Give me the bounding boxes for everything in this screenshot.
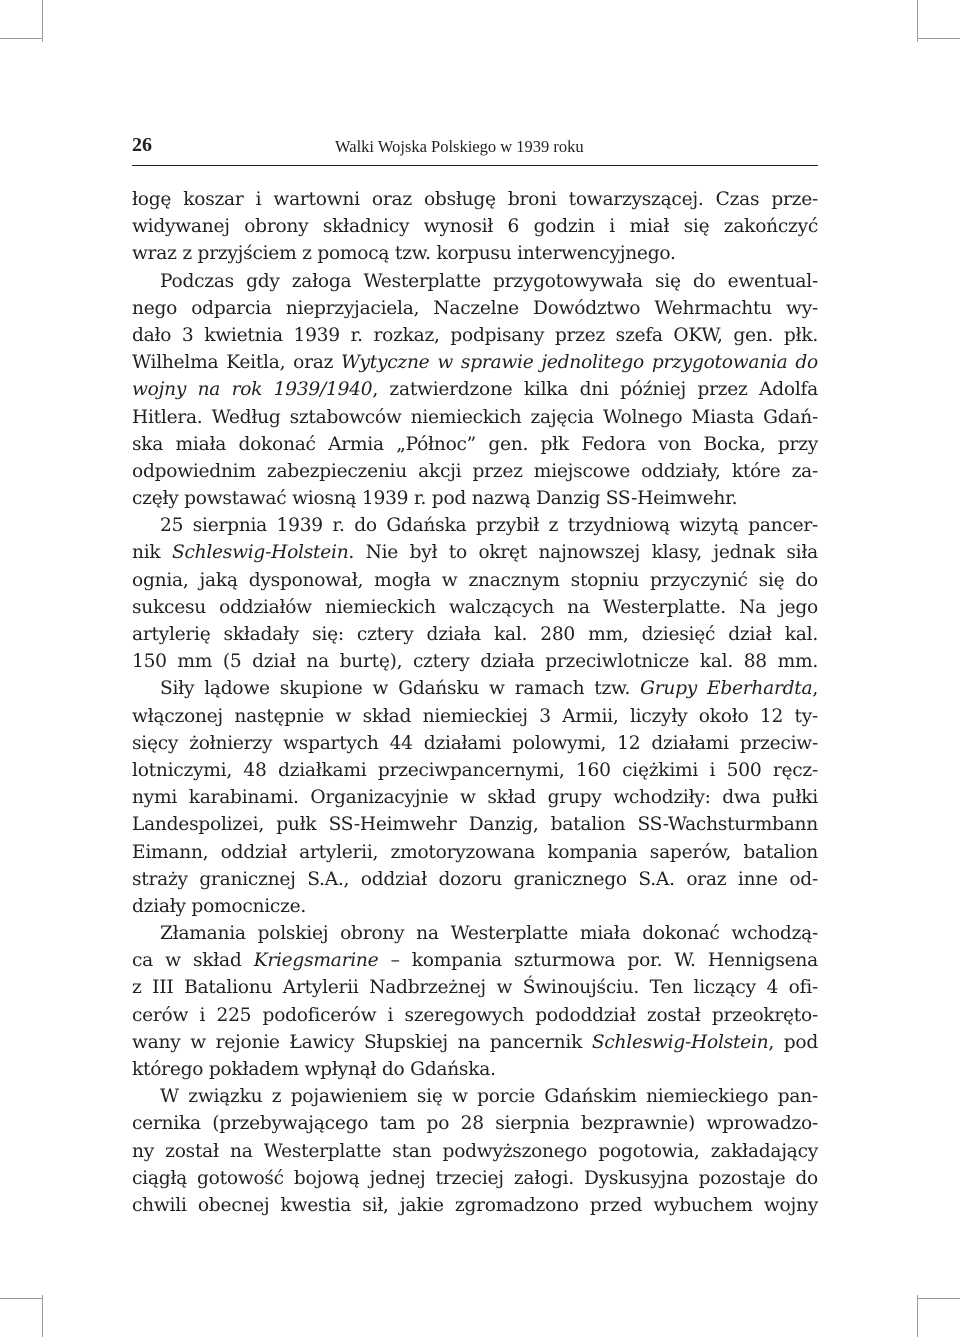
text-line: cernika (przebywającego tam po 28 sierpnia bezprawnie) wprowadzo- (132, 1113, 818, 1135)
crop-mark (918, 38, 960, 39)
italic-title: Kriegsmarine (253, 950, 379, 972)
crop-mark (918, 1298, 960, 1299)
text-line: sukcesu oddziałów niemieckich walczących na Westerplatte. Na jego (132, 596, 818, 618)
text-line: odpowiednim zabezpieczeniu akcji przez miejscowe oddziały, które za- (132, 460, 818, 482)
text-line: Złamania polskiej obrony na Westerplatte miała dokonać wchodzą- (160, 923, 818, 945)
text-line: W związku z pojawieniem się w porcie Gdańskim niemieckiego pan- (160, 1086, 818, 1108)
text-line: widywanej obrony składnicy wynosił 6 godzin i miał się zakończyć (132, 216, 818, 238)
text-line: Landespolizei, pułk SS-Heimwehr Danzig, batalion SS-Wachsturmbann (132, 814, 818, 836)
text-line: cerów i 225 podoficerów i szeregowych pododdział został przeokręto- (132, 1004, 818, 1026)
crop-mark (917, 1295, 918, 1337)
text-line: nego odparcia nieprzyjaciela, Naczelne Dowództwo Wehrmachtu wy- (132, 297, 818, 319)
text-line: 25 sierpnia 1939 r. do Gdańska przybił z trzydniową wizytą pancer- (160, 515, 818, 537)
text-line: Hitlera. Według sztabowców niemieckich zajęcia Wolnego Miasta Gdań- (132, 406, 818, 428)
text-line: Podczas gdy załoga Westerplatte przygotowywała się do ewentual- (160, 270, 818, 292)
text-line: straży granicznej S.A., oddział dozoru granicznego S.A. oraz inne od- (132, 868, 818, 890)
text-line: Eimann, oddział artylerii, zmotoryzowana kompania saperów, batalion (132, 841, 818, 863)
text-line: z III Batalionu Artylerii Nadbrzeżnej w Świnoujściu. Ten liczący 4 ofi- (132, 977, 818, 999)
text-line: sięcy żołnierzy wspartych 44 działami polowymi, 12 działami przeciw- (132, 732, 818, 754)
text-line: ny został na Westerplatte stan podwyższonego pogotowia, zakładający (132, 1140, 818, 1162)
body-text (132, 186, 818, 1219)
text-line: nik Schleswig-Holstein. Nie był to okręt najnowszej klasy, jednak siła (132, 542, 818, 564)
text-line: nymi karabinami. Organizacyjnie w skład grupy wchodziły: dwa pułki (132, 787, 818, 809)
text-line: wojny na rok 1939/1940, zatwierdzone kilka dni później przez Adolfa (132, 379, 818, 401)
header-rule (132, 165, 818, 166)
text-line: wany w rejonie Ławicy Słupskiej na pancernik Schleswig-Holstein, pod (132, 1031, 818, 1053)
running-head (132, 128, 818, 162)
page-number: 26 (132, 134, 152, 156)
text-line: którego pokładem wpłynął do Gdańska. (132, 1059, 496, 1080)
text-line: artylerię składały się: cztery działa kal. 280 mm, dziesięć dział kal. (132, 624, 818, 645)
crop-mark (42, 0, 43, 42)
text-line: włączonej następnie w skład niemieckiej 3 Armii, liczyły około 12 ty- (132, 705, 818, 727)
text-line: Wilhelma Keitla, oraz Wytyczne w sprawie jednolitego przygotowania do (132, 352, 818, 374)
text-line: ca w skład Kriegsmarine – kompania szturmowa por. W. Hennigsena (132, 950, 818, 972)
text-line: 150 mm (5 dział na burtę), cztery działa przeciwlotnicze kal. 88 mm. (132, 651, 818, 673)
italic-title: Schleswig-Holstein (591, 1031, 769, 1053)
text-line: wraz z przyjściem z pomocą tzw. korpusu interwencyjnego. (132, 243, 676, 265)
text-line: chwili obecnej kwestia sił, jakie zgromadzono przed wybuchem wojny (132, 1194, 818, 1216)
italic-title: Grupy Eberhardta (640, 678, 813, 700)
text-line: dało 3 kwietnia 1939 r. rozkaz, podpisany przez szefa OKW, gen. płk. (132, 324, 818, 346)
text-line: ciągłą gotowość bojową jednej trzeciej załogi. Dyskusyjna pozostaje do (132, 1167, 818, 1189)
text-line: Siły lądowe skupione w Gdańsku w ramach tzw. Grupy Eberhardta, (160, 678, 818, 700)
italic-title: Schleswig-Holstein (171, 542, 349, 564)
text-line: ska miała dokonać Armia „Północ” gen. płk Fedora von Bocka, przy (132, 433, 818, 455)
text-line: działy pomocnicze. (132, 895, 307, 917)
text-line: łogę koszar i wartowni oraz obsługę broni towarzyszącej. Czas prze- (132, 189, 818, 210)
crop-mark (0, 1298, 42, 1299)
text-line: częły powstawać wiosną 1939 r. pod nazwą Danzig SS-Heimwehr. (132, 488, 738, 510)
italic-title: wojny na rok 1939/1940 (132, 379, 373, 401)
running-title: Walki Wojska Polskiego w 1939 roku (335, 137, 584, 156)
text-line: ognia, jaką dysponował, mogła w znacznym stopniu przyczynić się do (132, 569, 818, 591)
crop-mark (917, 0, 918, 42)
italic-title: Wytyczne w sprawie jednolitego przygotowania do (341, 352, 818, 374)
text-line: lotniczymi, 48 działkami przeciwpancernymi, 160 ciężkimi i 500 ręcz- (132, 759, 818, 781)
crop-mark (42, 1295, 43, 1337)
crop-mark (0, 38, 42, 39)
